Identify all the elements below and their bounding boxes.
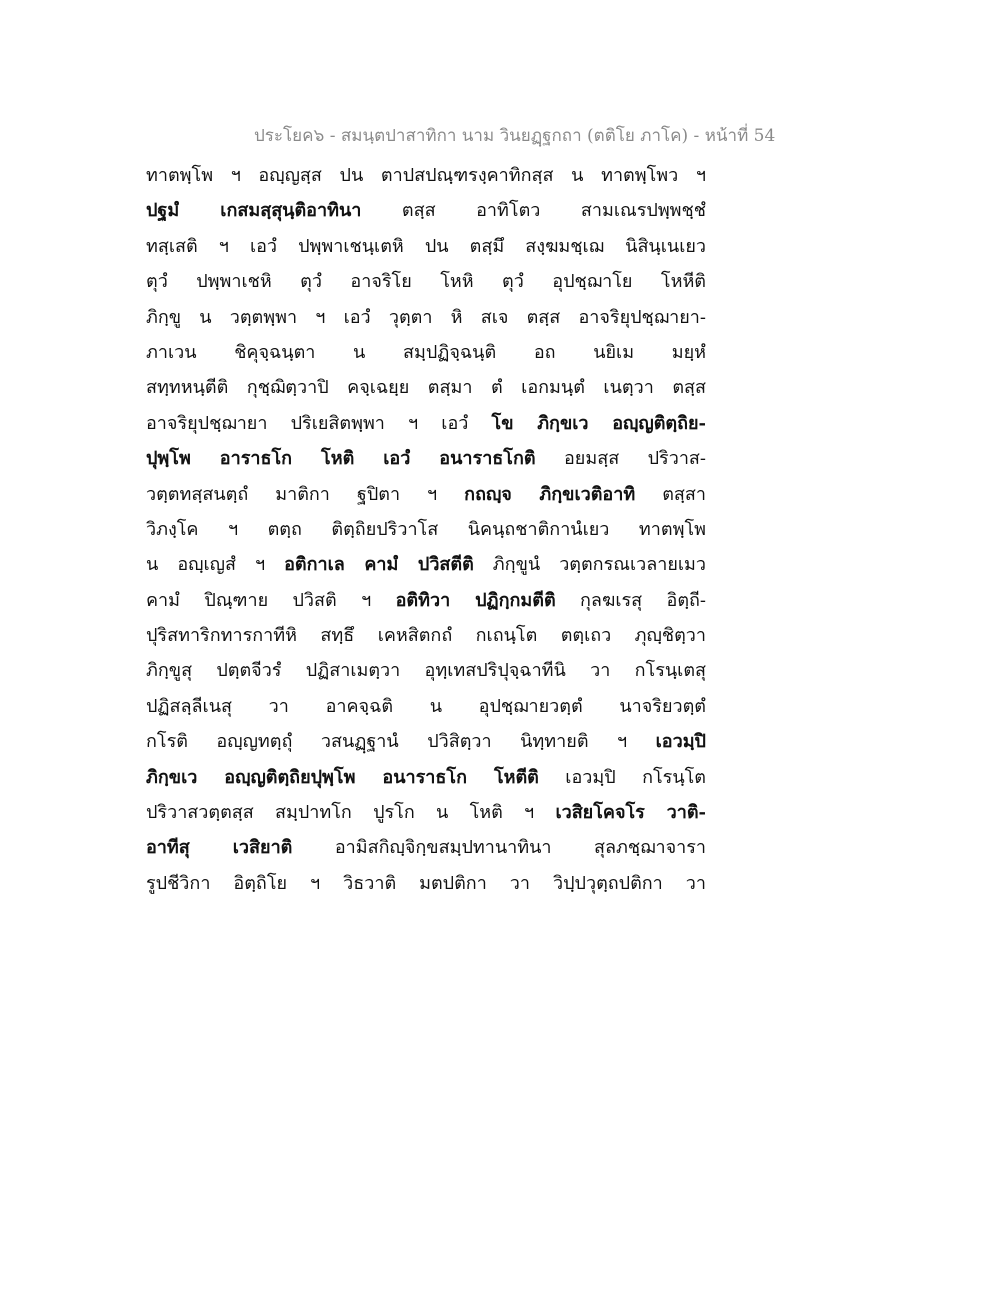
text-segment: วตฺตทสฺสนตฺถํ มาติกา ฐปิตา ฯ: [146, 483, 465, 505]
text-segment-bold: เวสิยโคจโร วาติ-: [555, 802, 706, 824]
text-line: [146, 653, 706, 688]
body-text: [146, 158, 706, 901]
text-line: [146, 512, 706, 547]
text-segment: ปริวาสวตฺตสฺส สมฺปาทโก ปูรโก น โหติ ฯ: [146, 802, 556, 824]
text-segment: น อญฺเญสํ ฯ: [146, 554, 285, 576]
text-line: [146, 689, 706, 724]
text-segment-bold: ภิกฺขเว อญฺญติตฺถิยปุพฺโพ อนาราธโก โหตีติ: [146, 766, 539, 788]
text-line: [146, 618, 706, 653]
text-segment: เอวมฺปิ กโรนฺโต: [538, 766, 706, 788]
text-line: [146, 264, 706, 299]
text-line: [146, 866, 706, 901]
text-segment-bold: อติกาเล คามํ ปวิสตีติ: [284, 554, 474, 576]
text-segment-bold: เอวมฺปิ: [655, 731, 706, 753]
text-segment: ตสฺสา: [635, 483, 706, 505]
text-segment: ภิกฺขูนํ วตฺตกรณเวลายเมว: [473, 554, 706, 576]
text-segment: วิภงฺโค ฯ ตตฺถ ติตฺถิยปริวาโส นิคนฺถชาติกานํเยว ทาตพฺโพ: [146, 518, 706, 540]
text-line: [146, 760, 706, 795]
text-line: [146, 370, 706, 405]
text-line: [146, 193, 706, 228]
text-segment: กโรติ อญฺญทตฺถุํ วสนฏฺฐานํ ปวิสิตฺวา นิทฺทายติ ฯ: [146, 731, 656, 753]
text-segment: รูปชีวิกา อิตฺถิโย ฯ วิธวาติ มตปติกา วา วิปฺปวุตฺถปติกา วา: [146, 872, 706, 894]
text-segment-bold: ปฐมํ เกสมสฺสุนฺติอาทินา: [146, 200, 362, 222]
text-segment: ภาเวน ชิคุจฺฉนฺตา น สมฺปฏิจฺฉนฺติ อถ นยิเม มยฺหํ: [146, 341, 706, 363]
text-segment: ทาตพฺโพ ฯ อญฺญสฺส ปน ตาปสปณฺฑรงฺคาทิกสฺส น ทาตพฺโพว ฯ: [146, 165, 706, 186]
text-segment: อามิสกิญฺจิกฺขสมฺปทานาทินา สุลภชฺฌาจารา: [292, 837, 706, 859]
text-segment-bold: โข ภิกฺขเว อญฺญติตฺถิย-: [491, 412, 706, 434]
text-segment: ปฏิสลฺลีเนสุ วา อาคจฺฉติ น อุปชฺฌายวตฺตํ นาจริยวตฺตํ: [146, 695, 706, 717]
text-line: [146, 406, 706, 441]
text-segment: คามํ ปิณฺฑาย ปวิสติ ฯ: [146, 589, 396, 611]
text-segment: ภิกฺขู น วตฺตพฺพา ฯ เอวํ วุตฺตา หิ สเจ ตสฺส อาจริยุปชฺฌายา-: [146, 306, 706, 328]
text-line: [146, 583, 706, 618]
text-segment: อาจริยุปชฺฌายา ปริเยสิตพฺพา ฯ เอวํ: [146, 412, 492, 434]
text-line: [146, 795, 706, 830]
text-segment: ตสฺส อาทิโตว สามเณรปพฺพชฺชํ: [361, 200, 706, 222]
text-line: [146, 547, 706, 582]
text-segment: อยมสฺส ปริวาส-: [535, 448, 706, 470]
text-line: [146, 441, 706, 476]
text-line: [146, 229, 706, 264]
text-line: [146, 724, 706, 759]
text-segment: ตุวํ ปพฺพาเชหิ ตุวํ อาจริโย โหหิ ตุวํ อุปชฺฌาโย โหหีติ: [146, 271, 706, 293]
text-segment: ทสฺเสติ ฯ เอวํ ปพฺพาเชนฺเตหิ ปน ตสฺมึ สงฺฆมชฺเฌ นิสินฺเนเยว: [146, 235, 706, 257]
text-segment-bold: ปุพฺโพ อาราธโก โหติ เอวํ อนาราธโกติ: [146, 448, 536, 470]
text-segment: กุลฆเรสุ อิตฺถี-: [555, 589, 706, 611]
text-segment-bold: อติทิวา ปฏิกฺกมตีติ: [395, 589, 556, 611]
page-header: ประโยค๖ - สมนฺตปาสาทิกา นาม วินยฏฺฐกถา (ตติโย ภาโค) - หน้าที่ 54: [254, 126, 776, 146]
text-segment-bold: อาทีสุ เวสิยาติ: [146, 837, 293, 859]
text-line: [146, 300, 706, 335]
text-segment: ภิกฺขูสุ ปตฺตจีวรํ ปฏิสาเมตฺวา อุทฺเทสปริปุจฺฉาทีนิ วา กโรนฺเตสุ: [146, 660, 706, 682]
text-line: [146, 830, 706, 865]
text-segment-bold: กถญฺจ ภิกฺขเวติอาทิ: [464, 483, 636, 505]
text-segment: สทฺทหนฺตีติ กุชฺฌิตฺวาปิ คจฺเฉยฺย ตสฺมา ตํ เอกมนฺตํ เนตฺวา ตสฺส: [146, 377, 706, 399]
text-line: [146, 477, 706, 512]
text-line: [146, 158, 706, 193]
text-line: [146, 335, 706, 370]
text-segment: ปุริสทาริกทารกาทีหิ สทฺธึ เคหสิตกถํ กเถนฺโต ตตฺเถว ภุญฺชิตฺวา: [146, 625, 706, 647]
